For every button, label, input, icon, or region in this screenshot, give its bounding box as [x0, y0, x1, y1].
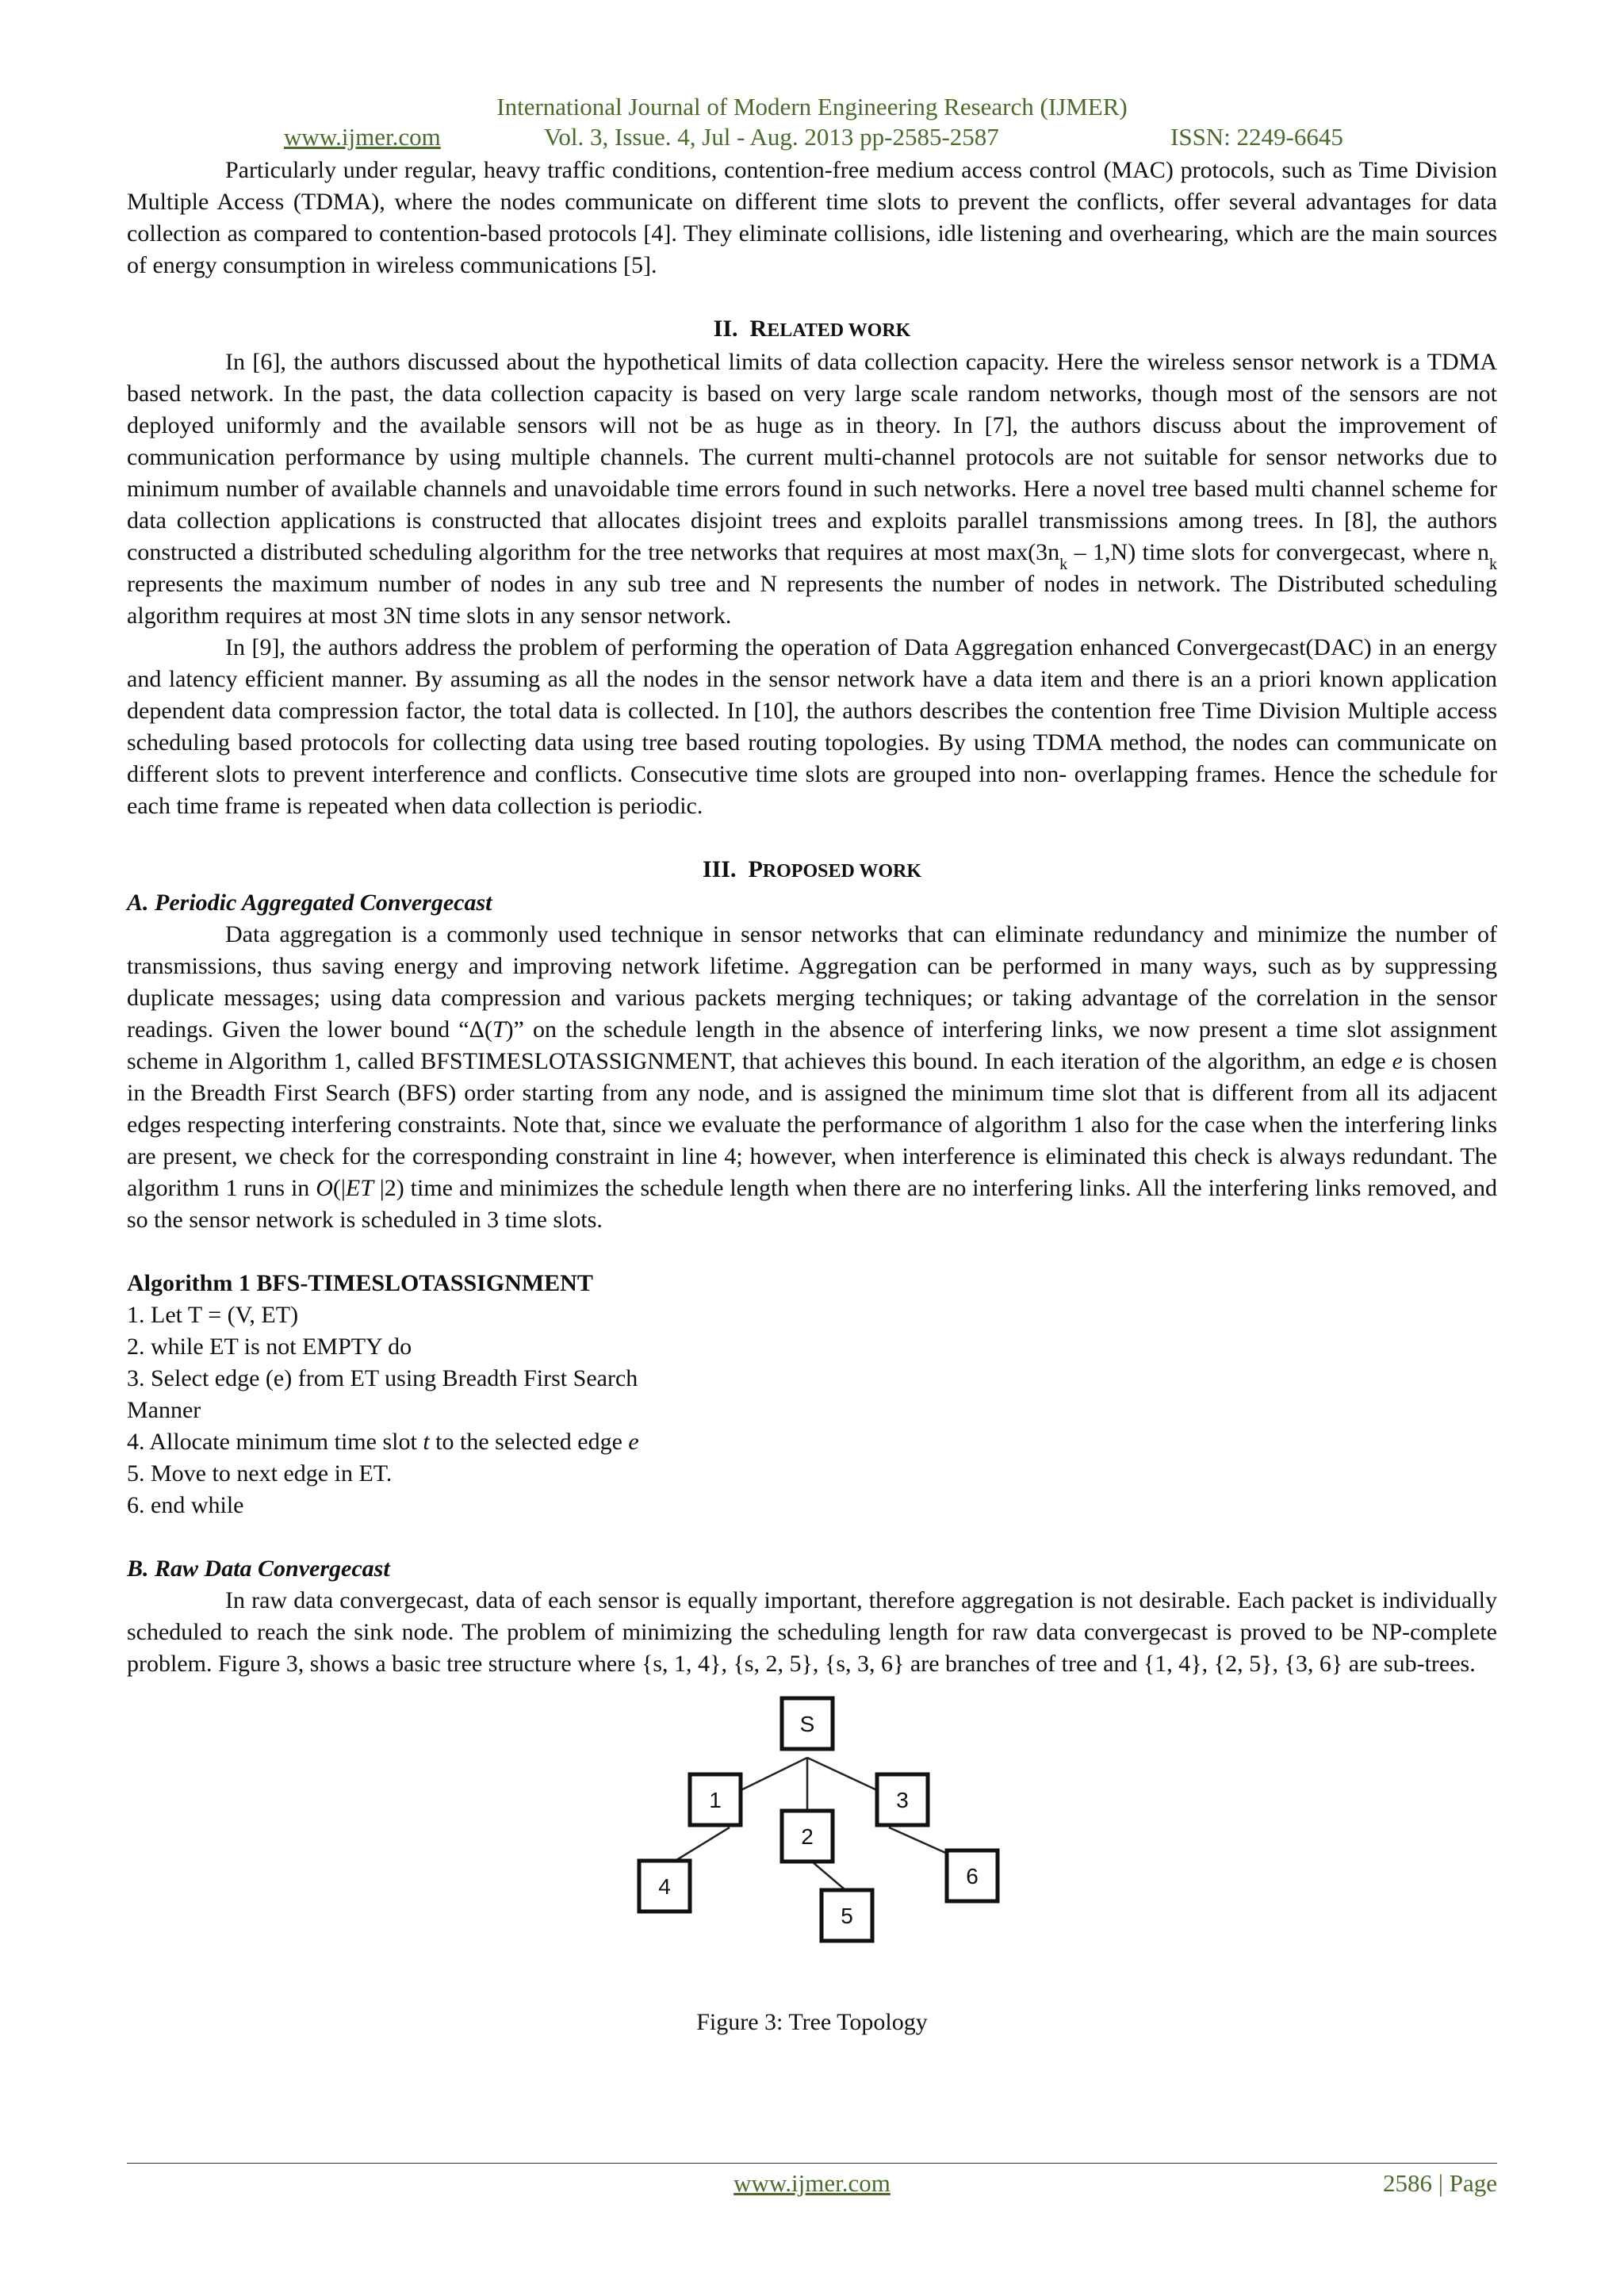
page-number: 2586 | Page: [1383, 2169, 1497, 2197]
subsection-heading-b: B. Raw Data Convergecast: [127, 1556, 390, 1582]
volume-info: Vol. 3, Issue. 4, Jul - Aug. 2013 pp-2585-2587: [544, 123, 999, 151]
tree-topology-diagram: [127, 1680, 1497, 2007]
raw-data-paragraph: In raw data convergecast, data of each sensor is equally important, therefore aggregation is not desirable. Each packet is individually scheduled to reach the sink node. The problem of minimizing the scheduling length for raw data convergecast is proved to be NP-complete problem. Figure 3, shows a basic tree structure where {s, 1, 4}, {s, 2, 5}, {s, 3, 6} are branches of tree and {1, 4}, {2, 5}, {3, 6} are sub-trees.: [127, 1587, 1497, 1677]
node-label-5: 5: [841, 1904, 853, 1928]
algorithm-title: Algorithm 1 BFS-TIMESLOTASSIGNMENT: [127, 1270, 593, 1296]
algorithm-line-3-cont: Manner: [127, 1397, 201, 1423]
issn: ISSN: 2249-6645: [1170, 123, 1343, 151]
algorithm-line-5: 5. Move to next edge in ET.: [127, 1460, 393, 1487]
algorithm-line-1: 1. Let T = (V, ET): [127, 1302, 299, 1328]
node-label-2: 2: [801, 1824, 814, 1849]
journal-header-row: [127, 123, 1497, 155]
footer-divider: [127, 2163, 1497, 2164]
journal-url-link[interactable]: www.ijmer.com: [284, 123, 441, 151]
intro-paragraph: Particularly under regular, heavy traffic conditions, contention-free medium access control (MAC) protocols, such as Time Division Multiple Access (TDMA), where the nodes communicate on different time slots to prevent the conflicts, offer several advantages for data collection as compared to contention-based protocols [4]. They eliminate collisions, idle listening and overhearing, which are the main sources of energy consumption in wireless communications [5].: [127, 157, 1497, 278]
figure-caption: Figure 3: Tree Topology: [696, 2009, 928, 2035]
node-label-1: 1: [709, 1788, 722, 1812]
section-heading-proposed-work: III. PROPOSED WORK: [702, 856, 922, 882]
page-footer: [127, 2169, 1497, 2201]
proposed-work-paragraph-a: Data aggregation is a commonly used technique in sensor networks that can eliminate redundancy and minimize the number of transmissions, thus saving energy and improving network lifetime. Aggregation can be performed in many ways, such as by suppressing duplicate messages; using data compression and various packets merging techniques; or taking advantage of the correlation in the sensor readings. Given the lower bound “Δ(T)” on the schedule length in the absence of interfering links, we now present a time slot assignment scheme in Algorithm 1, called BFSTIMESLOTASSIGNMENT, that achieves this bound. In each iteration of the algorithm, an edge e is chosen in the Breadth First Search (BFS) order starting from any node, and is assigned the minimum time slot that is different from all its adjacent edges respecting interfering constraints. Note that, since we evaluate the performance of algorithm 1 also for the case when the interfering links are present, we check for the corresponding constraint in line 4; however, when interference is eliminated this check is always redundant. The algorithm 1 runs in O(|ET |2) time and minimizes the schedule length when there are no interfering links. All the interfering links removed, and so the sensor network is scheduled in 3 time slots.: [127, 921, 1498, 1233]
node-label-s: S: [799, 1712, 815, 1736]
paper-page: [127, 91, 1497, 2038]
section-heading-related-work: II. RELATED WORK: [713, 316, 911, 342]
algorithm-line-3: 3. Select edge (e) from ET using Breadth First Search: [127, 1365, 638, 1391]
algorithm-line-4: 4. Allocate minimum time slot t to the selected edge e: [127, 1429, 639, 1455]
tree-topology-figure: [127, 1680, 1497, 2007]
related-work-paragraph-1: In [6], the authors discussed about the hypothetical limits of data collection capacity. Here the wireless sensor network is a TDMA based network. In the past, the data collection capacity is based on very large scale random networks, though most of the sensors are not deployed uniformly and the available sensors will not be as huge as in theory. In [7], the authors discuss about the improvement of communication performance by using multiple channels. The current multi-channel protocols are not suitable for sensor networks due to minimum number of available channels and unavoidable time errors found in such networks. Here a novel tree based multi channel scheme for data collection applications is constructed that allocates disjoint trees and exploits parallel transmissions among trees. In [8], the authors constructed a distributed scheduling algorithm for the tree networks that requires at most $\max(3n_k - 1,N)$ time slots for convergecast, where $n_k$ represents the maximum number of nodes in any sub tree and N represents the number of nodes in network. The Distributed scheduling algorithm requires at most 3N time slots in any sensor network.: [127, 349, 1497, 629]
node-label-3: 3: [896, 1788, 909, 1812]
algorithm-line-2: 2. while ET is not EMPTY do: [127, 1334, 412, 1360]
related-work-paragraph-2: In [9], the authors address the problem of performing the operation of Data Aggregation enhanced Convergecast(DAC) in an energy and latency efficient manner. By assuming as all the nodes in the sensor network have a data item and there is an a priori known application dependent data compression factor, the total data is collected. In [10], the authors describes the contention free Time Division Multiple access scheduling based protocols for collecting data using tree based routing topologies. By using TDMA method, the nodes can communicate on different slots to prevent interference and conflicts. Consecutive time slots are grouped into non- overlapping frames. Hence the schedule for each time frame is repeated when data collection is periodic.: [127, 634, 1497, 819]
algorithm-line-6: 6. end while: [127, 1492, 244, 1518]
journal-title: International Journal of Modern Engineering Research (IJMER): [496, 93, 1128, 121]
node-label-6: 6: [966, 1864, 979, 1888]
subsection-heading-a: A. Periodic Aggregated Convergecast: [127, 890, 492, 916]
footer-url-link[interactable]: www.ijmer.com: [733, 2169, 891, 2197]
edge-1-4: [674, 1827, 730, 1862]
node-label-4: 4: [658, 1874, 671, 1899]
